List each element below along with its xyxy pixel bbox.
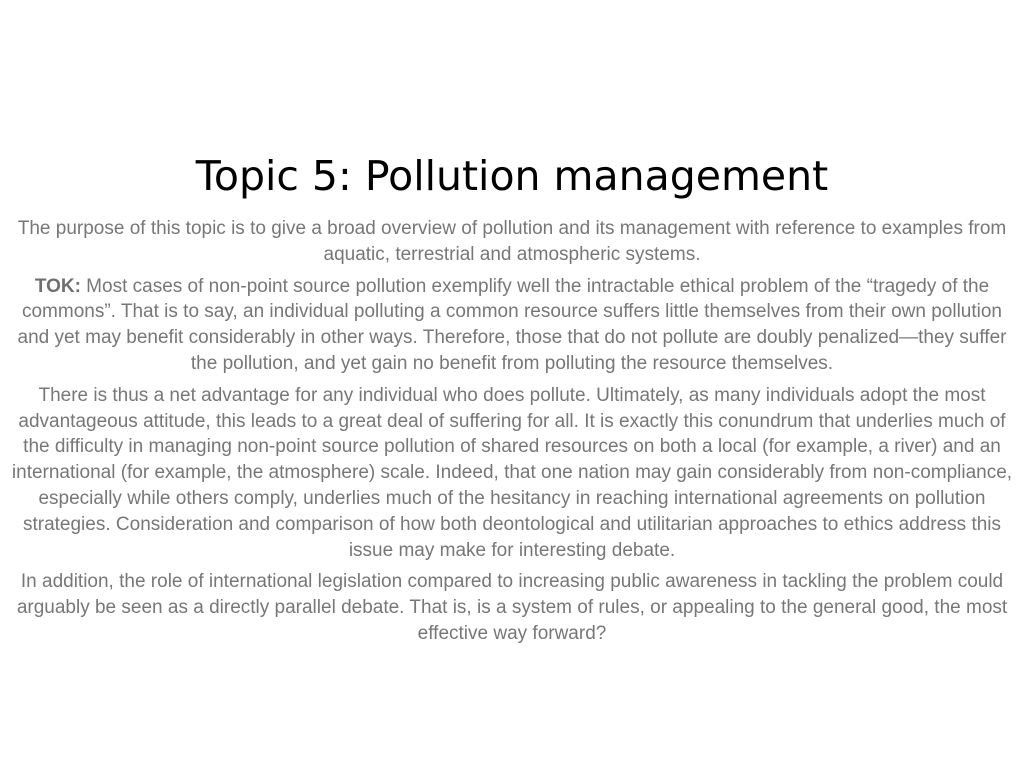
legislation-paragraph: In addition, the role of international legislation compared to increasing public awareness in tackling the problem could arguably be seen as a directly parallel debate. That is, is a system of rules, or appealing to the general good, the most effective way forward?	[16, 571, 1008, 644]
advantage-paragraph: There is thus a net advantage for any individual who does pollute. Ultimately, as many individuals adopt the most advantageous attitude, this leads to a great deal of suffering for all. It is exactly this conundrum that underlies much of the difficulty in managing non-point source pollution of shared resources on both a local (for example, a river) and an international (for example, the atmosphere) scale. Indeed, that one nation may gain considerably from non-compliance, especially while others comply, underlies much of the hesitancy in reaching international agreements on pollution strategies. Consideration and comparison of how both deontological and utilitarian approaches to ethics address this issue may make for interesting debate.	[11, 384, 1013, 561]
tok-label: TOK:	[34, 275, 81, 297]
intro-paragraph: The purpose of this topic is to give a broad overview of pollution and its management with reference to examples from aquatic, terrestrial and atmospheric systems.	[17, 218, 1007, 265]
tok-paragraph	[8, 274, 1016, 377]
slide-title: Topic 5: Pollution management	[195, 152, 829, 200]
tok-text: Most cases of non-point source pollution exemplify well the intractable ethical problem of the “tragedy of the commons”. That is to say, an individual polluting a common resource suffers little themselves from their own pollution and yet may benefit considerably in other ways. Therefore, those that do not pollute are doubly penalized—they suffer the pollution, and yet gain no benefit from polluting the resource themselves.	[17, 275, 1007, 374]
slide-body	[8, 216, 1016, 653]
